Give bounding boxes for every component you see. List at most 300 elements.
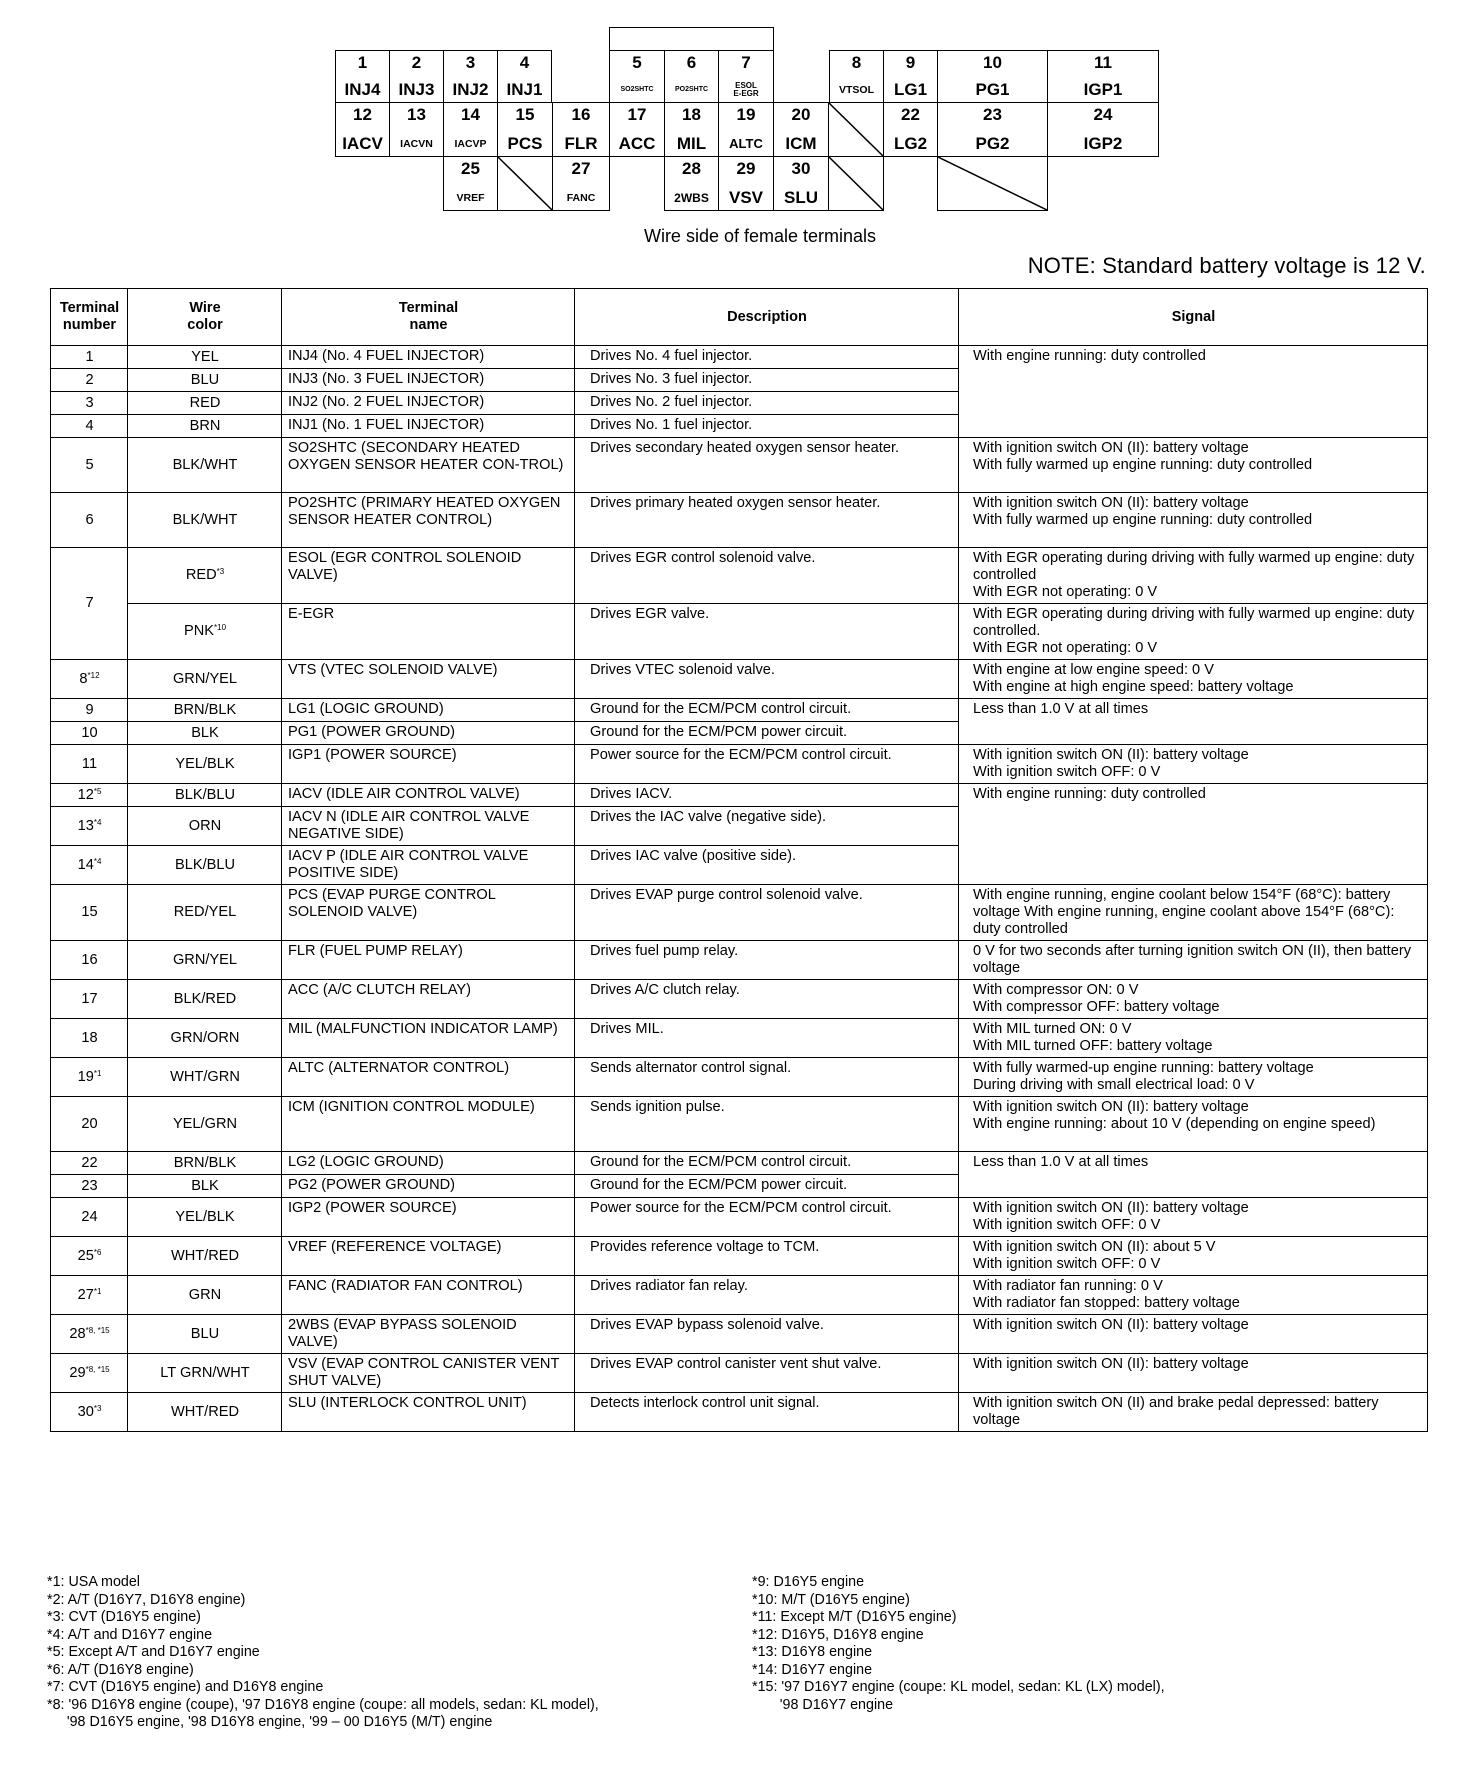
terminal-number-footnote: *1 [93,1286,102,1296]
description-text: Drives radiator fan relay. [590,1278,748,1294]
terminal-number-text: 29 [69,1364,86,1381]
terminal-name-text: IACV (IDLE AIR CONTROL VALVE) [288,786,520,802]
description [575,1152,959,1175]
wire-color-text: BLK [191,1177,219,1194]
terminal-number [51,438,128,493]
signal [959,1019,1428,1058]
terminal-number: 24 [1093,105,1113,124]
signal [959,1393,1428,1432]
wire-color-text: BLU [190,371,220,388]
description [575,1097,959,1152]
terminal-number [51,548,128,660]
description-text: Ground for the ECM/PCM control circuit. [590,701,852,717]
footnote: *10: M/T (D16Y5 engine) [752,1591,910,1608]
description [575,1175,959,1198]
wire-color-text: PNK [183,623,214,639]
terminal-name [282,369,575,392]
description [575,1393,959,1432]
description [575,941,959,980]
description [575,438,959,493]
wire-color-text: YEL/BLK [175,755,235,772]
description [575,392,959,415]
description-text: Ground for the ECM/PCM control circuit. [590,1154,852,1170]
terminal-name-text: 2WBS (EVAP BYPASS SOLENOID VALVE) [288,1317,517,1350]
terminal-number-text: 7 [85,595,94,611]
wire-color-text: GRN/ORN [170,1029,240,1046]
description [575,885,959,941]
empty-terminal [937,156,1048,211]
wire-color-text: YEL [191,348,219,365]
terminal-number-text: 13 [77,817,94,834]
terminal-name [282,604,575,660]
signal-text: With MIL turned ON: 0 V With MIL turned OFF: battery voltage [973,1021,1213,1054]
terminal-number [51,941,128,980]
terminal-name [282,660,575,699]
footnote: *8: '96 D16Y8 engine (coupe), '97 D16Y8 engine (coupe: all models, sedan: KL model), [47,1696,599,1713]
terminal-label: VSV [728,188,764,207]
terminal-number-footnote: *4 [93,817,102,827]
terminal-number: 23 [983,105,1002,124]
wire-color [128,346,282,369]
table-row [51,548,1428,604]
wire-color-text: YEL/BLK [175,1208,235,1225]
description-text: Power source for the ECM/PCM control circuit. [590,1200,892,1216]
signal-text: With ignition switch ON (II): battery voltage [973,1317,1249,1333]
wire-color [128,846,282,885]
terminal-number [51,722,128,745]
table-row [51,604,1428,660]
signal-text: With compressor ON: 0 V With compressor OFF: battery voltage [973,982,1220,1015]
terminal-cell [443,50,498,103]
terminal-name [282,346,575,369]
description-text: Provides reference voltage to TCM. [590,1239,820,1255]
signal [959,1315,1428,1354]
terminal-number: 22 [901,105,920,124]
terminal-name [282,493,575,548]
description [575,784,959,807]
terminal-number [51,699,128,722]
wire-color-text: GRN/YEL [172,670,238,687]
terminal-label: PCS [507,134,543,153]
wire-color-text: BRN/BLK [173,1154,237,1171]
terminal-label: ICM [785,134,817,153]
terminal-name [282,1175,575,1198]
description [575,493,959,548]
voltage-note: NOTE: Standard battery voltage is 12 V. [1027,253,1426,278]
terminal-name [282,699,575,722]
description-text: Drives No. 1 fuel injector. [590,417,753,433]
table-row [51,438,1428,493]
description [575,1198,959,1237]
description [575,1019,959,1058]
signal [959,941,1428,980]
terminal-number [51,1058,128,1097]
terminal-number-text: 28 [69,1325,86,1342]
terminal-cell [497,102,553,157]
terminal-cell [773,156,829,211]
terminal-cell [829,50,884,103]
wire-color [128,1354,282,1393]
wire-color [128,1315,282,1354]
terminal-name [282,784,575,807]
terminal-number [51,1175,128,1198]
wire-color-text: ORN [188,817,222,834]
terminal-number-text: 4 [85,417,94,434]
description-text: Drives EGR valve. [590,606,710,622]
terminal-number: 3 [465,53,476,72]
terminal-number-text: 15 [81,904,98,920]
terminal-number-text: 8 [79,670,88,687]
wire-color-text: BLK/BLU [174,786,236,803]
wire-color [128,548,282,604]
terminal-label: PG1 [975,80,1010,99]
terminal-number-footnote: *12 [87,670,100,680]
terminal-number [51,846,128,885]
terminal-number-text: 18 [81,1029,98,1046]
footnote: *5: Except A/T and D16Y7 engine [47,1644,260,1660]
signal [959,1276,1428,1315]
signal-text: With EGR operating during driving with fully warmed up engine: duty controlled With EGR not operating: 0 V [973,550,1415,600]
terminal-name [282,846,575,885]
terminal-number [51,1152,128,1175]
wire-color-footnote: *3 [216,567,225,576]
terminal-label: VREF [456,192,485,204]
table-row [51,1058,1428,1097]
table-row [51,1019,1428,1058]
terminal-number: 25 [461,159,480,178]
description [575,699,959,722]
terminal-label: ESOL E-EGR [733,81,759,98]
table-header-row [51,289,1428,346]
terminal-name-text: FLR (FUEL PUMP RELAY) [288,943,463,959]
signal [959,784,1428,885]
wire-color-text: BRN/BLK [173,701,237,718]
terminal-number [51,1315,128,1354]
terminal-cell [497,50,552,103]
wire-color-text: RED [185,567,217,583]
connector-tab [609,27,774,52]
terminal-cell [883,102,938,157]
description [575,548,959,604]
signal-text: With engine at low engine speed: 0 V With engine at high engine speed: battery voltage [973,662,1294,695]
signal-text: With ignition switch ON (II): battery voltage With ignition switch OFF: 0 V [973,747,1249,780]
terminal-number: 14 [461,105,480,124]
footnote: *7: CVT (D16Y5 engine) and D16Y8 engine [47,1679,324,1695]
terminal-number-text: 11 [81,755,98,772]
terminal-number: 15 [515,105,535,124]
terminal-name [282,1152,575,1175]
wire-color [128,1393,282,1432]
terminal-number-footnote: *8, *15 [85,1364,110,1374]
wire-color [128,699,282,722]
terminal-number: 11 [1094,53,1112,72]
terminal-name-text: ACC (A/C CLUTCH RELAY) [288,982,471,998]
signal [959,745,1428,784]
description-text: Drives IAC valve (positive side). [590,848,796,864]
header-terminal-name: Terminal name [282,289,575,346]
wire-color [128,885,282,941]
terminal-number-text: 19 [77,1068,94,1085]
terminal-label: PG2 [975,134,1010,153]
table-row [51,784,1428,807]
terminal-number: 1 [357,53,368,72]
terminal-number-text: 25 [77,1247,94,1264]
terminal-label: IACVP [454,138,487,150]
terminal-number [51,1276,128,1315]
wire-color [128,392,282,415]
description [575,722,959,745]
terminal-number-text: 30 [77,1403,94,1420]
terminal-cell [1047,50,1159,103]
terminal-number-text: 27 [77,1286,94,1303]
footnotes-left [47,1574,747,1732]
signal-text: With radiator fan running: 0 V With radiator fan stopped: battery voltage [973,1278,1240,1311]
signal [959,699,1428,745]
terminal-name-text: INJ2 (No. 2 FUEL INJECTOR) [288,394,485,410]
terminal-name-text: INJ3 (No. 3 FUEL INJECTOR) [288,371,485,387]
terminal-label: LG2 [893,134,928,153]
terminal-name-text: LG2 (LOGIC GROUND) [288,1154,444,1170]
terminal-number [51,392,128,415]
terminal-name [282,1198,575,1237]
terminal-number [51,1198,128,1237]
header-description: Description [575,289,959,346]
terminal-number: 29 [736,159,756,178]
wire-color [128,980,282,1019]
signal-text: With engine running, engine coolant below 154°F (68°C): battery voltage With engine running, engine coolant above 154°F (68°C): duty controlled [973,887,1395,937]
terminal-number [51,980,128,1019]
signal-text: With ignition switch ON (II): battery voltage [973,1356,1249,1372]
terminal-number: 19 [736,105,756,124]
terminal-name [282,1354,575,1393]
terminal-name-text: IACV N (IDLE AIR CONTROL VALVE NEGATIVE SIDE) [288,809,530,842]
description-text: Detects interlock control unit signal. [590,1395,820,1411]
table-row [51,745,1428,784]
footnotes-right [752,1574,1452,1714]
footnote: *14: D16Y7 engine [752,1661,873,1678]
description-text: Ground for the ECM/PCM power circuit. [590,724,848,740]
footnote: *6: A/T (D16Y8 engine) [47,1661,194,1678]
description-text: Drives VTEC solenoid valve. [590,662,775,678]
wire-color [128,1175,282,1198]
terminal-cell [552,156,610,211]
description-text: Drives the IAC valve (negative side). [590,809,827,825]
wire-color [128,369,282,392]
terminal-name-text: INJ1 (No. 1 FUEL INJECTOR) [288,417,485,433]
terminal-number: 6 [686,53,697,72]
terminal-cell [937,50,1048,103]
table-row [51,1198,1428,1237]
description [575,807,959,846]
description [575,1276,959,1315]
terminal-number [51,493,128,548]
terminal-number-text: 17 [81,990,98,1007]
connector-caption: Wire side of female terminals [643,226,877,246]
description [575,660,959,699]
terminal-cell [664,102,719,157]
table-row [51,980,1428,1019]
footnote: *11: Except M/T (D16Y5 engine) [752,1609,957,1625]
footnote: *13: D16Y8 engine [752,1644,873,1660]
terminal-label: ACC [618,134,656,153]
terminal-number: 2 [411,53,422,72]
terminal-cell [609,102,665,157]
wire-color-text: BLK/RED [173,990,237,1007]
signal [959,980,1428,1019]
wire-color [128,745,282,784]
signal-text: With fully warmed-up engine running: battery voltage During driving with small electrical load: 0 V [973,1060,1314,1093]
table-row [51,699,1428,722]
terminal-number: 13 [407,105,426,124]
wire-color-text: BLK/BLU [174,856,236,873]
terminal-number-text: 1 [85,348,94,365]
wire-color-text: YEL/GRN [172,1115,238,1132]
terminal-number [51,346,128,369]
footnote: *12: D16Y5, D16Y8 engine [752,1626,924,1643]
terminal-cell [718,156,774,211]
terminal-name-text: FANC (RADIATOR FAN CONTROL) [288,1278,523,1294]
description-text: Drives No. 2 fuel injector. [590,394,753,410]
wire-color-text: GRN/YEL [172,951,238,968]
signal-text: With EGR operating during driving with fully warmed up engine: duty controlled. With EGR not operating: 0 V [973,606,1415,656]
terminal-number [51,745,128,784]
terminal-label: IACV [342,134,383,153]
connector-diagram [0,0,1472,240]
signal-text: With ignition switch ON (II): battery voltage With fully warmed up engine running: duty controlled [973,440,1313,473]
table-row [51,660,1428,699]
signal [959,604,1428,660]
signal [959,1058,1428,1097]
table-row [51,1237,1428,1276]
terminal-number: 28 [682,159,701,178]
terminal-name-text: INJ4 (No. 4 FUEL INJECTOR) [288,348,485,364]
terminal-name [282,722,575,745]
terminal-name-text: LG1 (LOGIC GROUND) [288,701,444,717]
terminal-name-text: IACV P (IDLE AIR CONTROL VALVE POSITIVE SIDE) [288,848,529,881]
terminal-label: ALTC [729,136,763,151]
terminal-cell [443,102,498,157]
description-text: Drives secondary heated oxygen sensor heater. [590,440,900,456]
signal [959,493,1428,548]
signal [959,438,1428,493]
description [575,1058,959,1097]
terminal-number [51,660,128,699]
footnote: *2: A/T (D16Y7, D16Y8 engine) [47,1591,246,1608]
table-row [51,1276,1428,1315]
description [575,745,959,784]
terminal-name-text: IGP1 (POWER SOURCE) [288,747,457,763]
wire-color-text: LT GRN/WHT [160,1364,250,1381]
terminal-number-text: 20 [81,1115,98,1132]
terminal-name-text: PO2SHTC (PRIMARY HEATED OXYGEN SENSOR HEATER CONTROL) [288,495,561,528]
terminal-number: 17 [627,105,647,124]
terminal-name [282,438,575,493]
terminal-label: IACVN [400,138,433,150]
terminal-cell [718,102,774,157]
description-text: Sends ignition pulse. [590,1099,725,1115]
wire-color-text: BLU [190,1325,220,1342]
terminal-name-text: ALTC (ALTERNATOR CONTROL) [288,1060,510,1076]
terminal-number-text: 24 [81,1208,98,1225]
terminal-cell [443,156,498,211]
terminal-number: 30 [791,159,811,178]
terminal-name-text: PG1 (POWER GROUND) [288,724,456,740]
footnote: *1: USA model [47,1574,140,1590]
header-wire-color: Wire color [128,289,282,346]
terminal-label: SLU [784,188,818,207]
terminal-number-text: 6 [85,511,94,528]
terminal-number: 4 [519,53,530,72]
terminal-name [282,1393,575,1432]
terminal-name-text: E-EGR [288,606,335,622]
wire-color [128,1152,282,1175]
description [575,369,959,392]
table-body [51,346,1428,1432]
footnote: '98 D16Y5 engine, '98 D16Y8 engine, '99 – 00 D16Y5 (M/T) engine [47,1714,493,1730]
terminal-cell [664,50,719,103]
empty-terminal [497,156,553,211]
terminal-name [282,1097,575,1152]
description [575,1315,959,1354]
signal-text: Less than 1.0 V at all times [973,1154,1149,1170]
terminal-number [51,415,128,438]
footnote: *4: A/T and D16Y7 engine [47,1626,213,1643]
header-signal: Signal [959,289,1428,346]
terminal-label: MIL [676,134,707,153]
table-row [51,1152,1428,1175]
wire-color-footnote: *10 [214,623,227,632]
terminal-number [51,1354,128,1393]
signal-text: With engine running: duty controlled [973,786,1206,802]
wire-color-text: GRN [188,1286,222,1303]
terminal-label: 2WBS [674,191,709,205]
terminal-label: SO2SHTC [620,86,654,93]
description-text: Power source for the ECM/PCM control circuit. [590,747,892,763]
signal [959,1354,1428,1393]
table-row [51,493,1428,548]
table-row [51,1315,1428,1354]
terminal-table [50,288,1428,1432]
description-text: Drives IACV. [590,786,673,802]
footnote: *9: D16Y5 engine [752,1574,865,1590]
table-row [51,885,1428,941]
terminal-number [51,885,128,941]
terminal-number [51,1097,128,1152]
signal [959,1198,1428,1237]
terminal-label: FLR [564,134,598,153]
empty-terminal [828,102,884,157]
terminal-label: LG1 [893,80,928,99]
wire-color [128,807,282,846]
terminal-number: 18 [682,105,701,124]
wire-color [128,784,282,807]
terminal-name [282,548,575,604]
wire-color-text: RED [189,394,221,411]
terminal-number-text: 23 [81,1177,98,1194]
description-text: Drives primary heated oxygen sensor heater. [590,495,881,511]
terminal-number: 5 [632,53,642,72]
description [575,1354,959,1393]
terminal-cell [335,102,390,157]
terminal-number [51,807,128,846]
terminal-number: 8 [851,53,862,72]
wire-color [128,438,282,493]
header-terminal-number: Terminal number [51,289,128,346]
signal [959,1152,1428,1198]
signal-text: With ignition switch ON (II): battery voltage With ignition switch OFF: 0 V [973,1200,1249,1233]
terminal-name [282,1237,575,1276]
terminal-name [282,392,575,415]
